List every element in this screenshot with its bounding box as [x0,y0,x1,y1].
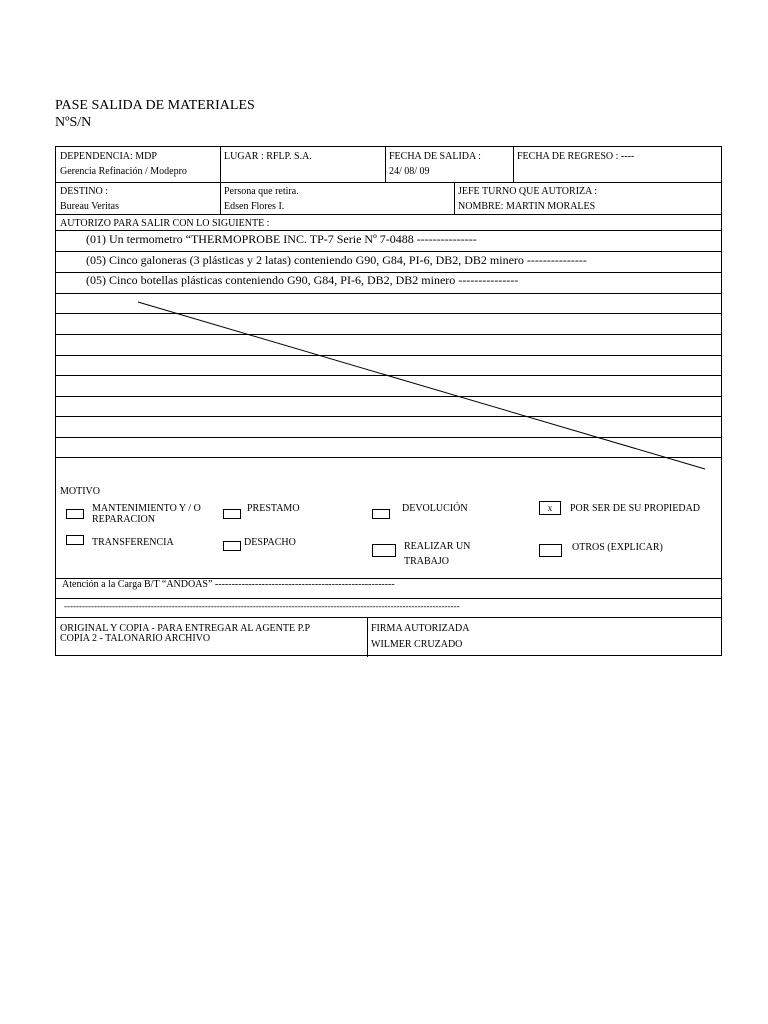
fecha-salida-value: 24/ 08/ 09 [389,166,430,177]
item-line: (05) Cinco botellas plásticas conteniendo G90, G84, PI-6, DB2, DB2 minero --------------- [86,273,519,287]
lugar-field: LUGAR : RFLP. S.A. [224,151,312,162]
transferencia-label: TRANSFERENCIA [92,537,174,548]
item-line: (01) Un termometro “THERMOPROBE INC. TP-7 Serie Nº 7-0488 --------------- [86,232,477,246]
original-copy-line2: COPIA 2 - TALONARIO ARCHIVO [60,633,211,644]
document-number: NºS/N [55,115,92,130]
mantenimiento-checkbox[interactable] [66,509,84,519]
motivo-label: MOTIVO [60,486,100,497]
dependencia-label: DEPENDENCIA: MDP [60,151,157,162]
mantenimiento-label: MANTENIMIENTO Y / O REPARACION [92,503,201,525]
persona-value: Edsen Flores I. [224,201,285,212]
transferencia-checkbox[interactable] [66,535,84,545]
void-slash-line [56,147,723,477]
firma-name: WILMER CRUZADO [371,639,463,650]
otros-checkbox[interactable] [539,544,562,557]
fecha-salida-label: FECHA DE SALIDA : [389,151,481,162]
exit-pass-form [55,146,722,656]
devolucion-label: DEVOLUCIÓN [402,503,468,514]
propiedad-checkbox[interactable]: x [539,501,561,515]
atencion-line: Atención a la Carga B/T “ANDOAS” ------------------------------------------------------ [62,579,395,590]
propiedad-label: POR SER DE SU PROPIEDAD [570,503,701,514]
autorizo-label: AUTORIZO PARA SALIR CON LO SIGUIENTE : [60,218,270,229]
document-title: PASE SALIDA DE MATERIALES [55,98,255,113]
item-line: (05) Cinco galoneras (3 plásticas y 2 latas) conteniendo G90, G84, PI-6, DB2, DB2 minero --------------- [86,253,587,267]
jefe-label: JEFE TURNO QUE AUTORIZA : [458,186,598,197]
dash-line: ------------------------------------------------------------------------------------------------------------------------------------ [64,601,460,611]
prestamo-label: PRESTAMO [247,503,300,514]
despacho-checkbox[interactable] [223,541,241,551]
row-divider [56,598,721,599]
jefe-value: NOMBRE: MARTIN MORALES [458,201,596,212]
persona-label: Persona que retira. [224,186,299,197]
despacho-label: DESPACHO [244,537,296,548]
otros-label: OTROS (EXPLICAR) [572,542,663,553]
fecha-regreso-field: FECHA DE REGRESO : ---- [517,151,635,162]
destino-label: DESTINO : [60,186,109,197]
original-copy-line1: ORIGINAL Y COPIA - PARA ENTREGAR AL AGENTE P.P [60,623,311,634]
prestamo-checkbox[interactable] [223,509,241,519]
dependencia-value: Gerencia Refinación / Modepro [60,166,187,177]
firma-label: FIRMA AUTORIZADA [371,623,470,634]
devolucion-checkbox[interactable] [372,509,390,519]
destino-value: Bureau Veritas [60,201,119,212]
realizar-checkbox[interactable] [372,544,396,557]
col-divider [367,617,368,657]
row-divider [56,617,721,618]
realizar-label: REALIZAR UN TRABAJO [404,541,471,567]
